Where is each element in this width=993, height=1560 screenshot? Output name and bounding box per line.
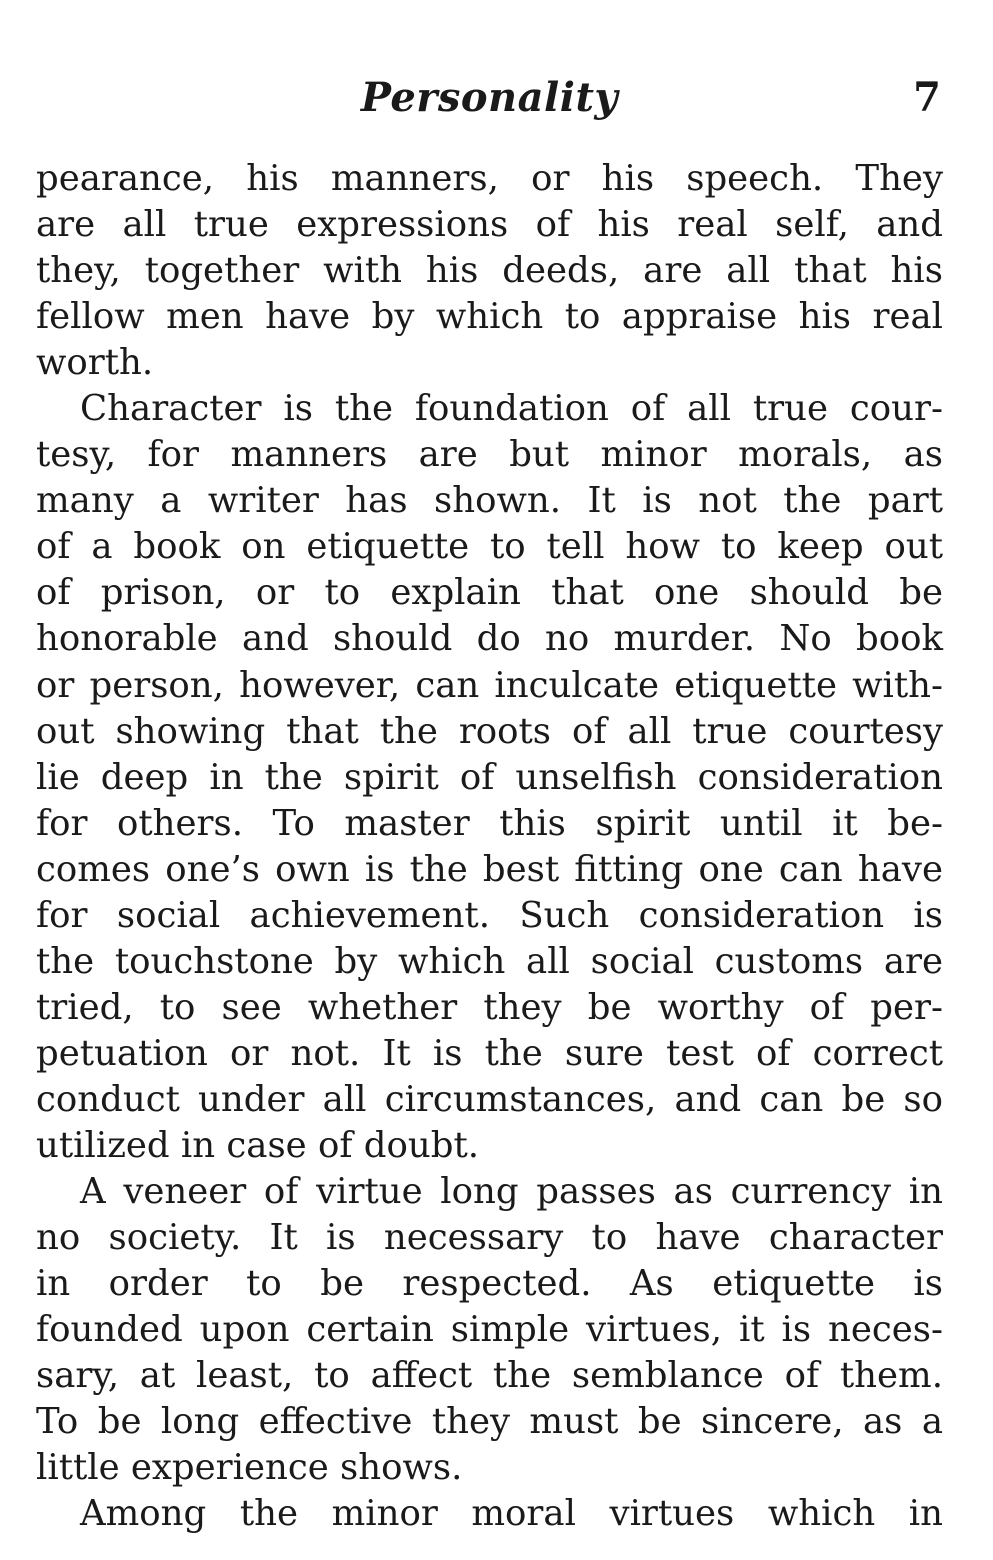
text-line: no society. It is necessary to have character <box>36 1217 943 1259</box>
text-line: the touchstone by which all social customs are <box>36 940 943 982</box>
text-line: in order to be respected. As etiquette is <box>36 1263 943 1305</box>
text-line: fellow men have by which to appraise his real <box>36 296 943 338</box>
text-line: sary, at least, to affect the semblance of them. <box>36 1355 943 1397</box>
text-line: they, together with his deeds, are all that his <box>36 250 943 292</box>
text-line: Character is the foundation of all true cour- <box>80 388 943 430</box>
text-line: many a writer has shown. It is not the part <box>36 480 943 522</box>
text-line: are all true expressions of his real self, and <box>36 204 943 246</box>
running-title: Personality <box>360 74 619 121</box>
text-line: for social achievement. Such consideration is <box>36 894 943 936</box>
page-number: 7 <box>913 74 941 121</box>
text-line: comes one’s own is the best fitting one can have <box>36 848 943 890</box>
text-line: founded upon certain simple virtues, it is neces- <box>36 1309 943 1351</box>
text-line: To be long effective they must be sincere, as a <box>36 1401 943 1443</box>
text-line: utilized in case of doubt. <box>36 1124 480 1166</box>
text-line: worth. <box>36 342 154 384</box>
text-line: tesy, for manners are but minor morals, as <box>36 434 943 476</box>
text-line: for others. To master this spirit until it be- <box>36 802 943 844</box>
text-line: A veneer of virtue long passes as currency in <box>80 1171 943 1213</box>
body-text <box>36 156 943 1537</box>
text-line: honorable and should do no murder. No book <box>36 618 943 660</box>
page-header <box>36 70 943 126</box>
text-line: conduct under all circumstances, and can be so <box>36 1078 943 1120</box>
text-line: petuation or not. It is the sure test of correct <box>36 1032 943 1074</box>
text-line: tried, to see whether they be worthy of per- <box>36 986 943 1028</box>
text-line: or person, however, can inculcate etiquette with- <box>36 664 943 706</box>
text-line: of prison, or to explain that one should be <box>36 572 943 614</box>
text-line: pearance, his manners, or his speech. They <box>36 158 943 199</box>
text-line: little experience shows. <box>36 1447 463 1489</box>
text-line: of a book on etiquette to tell how to keep out <box>36 526 943 568</box>
text-line: out showing that the roots of all true courtesy <box>36 710 943 752</box>
text-line: lie deep in the spirit of unselfish consideration <box>36 756 943 798</box>
text-line: Among the minor moral virtues which in <box>80 1493 943 1535</box>
